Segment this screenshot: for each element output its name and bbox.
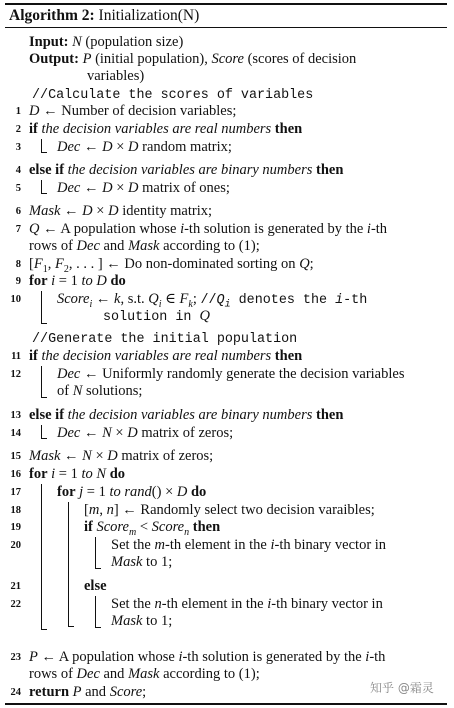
line-number: 16 <box>10 469 21 480</box>
line-number: 19 <box>10 522 21 533</box>
comment-calculate-scores: //Calculate the scores of variables <box>32 88 314 103</box>
block-bar <box>95 537 101 569</box>
algorithm-label: Algorithm 2: <box>9 7 95 24</box>
output-line-cont: variables) <box>87 68 145 84</box>
block-bar <box>68 502 74 627</box>
line-number: 5 <box>15 183 21 194</box>
top-rule <box>5 3 447 5</box>
algo-line-17: for j = 1 to rand() × D do <box>57 484 207 500</box>
algo-line-20-cont: Mask to 1; <box>111 554 173 570</box>
algo-line-22: Set the n-th element in the i-th binary vector in <box>111 596 383 612</box>
line-number: 9 <box>15 276 21 287</box>
algo-line-21: else <box>84 578 107 594</box>
algo-line-15: Mask ← N × D matrix of zeros; <box>29 448 214 464</box>
block-bar <box>95 596 101 628</box>
algorithm-title <box>9 7 199 25</box>
algo-line-14: Dec ← N × D matrix of zeros; <box>57 425 234 441</box>
algo-line-8: [$F_1$, $F_2$, . . . ] ← Do non-dominated sorting on Q; <box>29 256 314 275</box>
line-number: 12 <box>10 369 21 380</box>
line-number: 23 <box>10 652 21 663</box>
bottom-rule <box>5 703 447 705</box>
block-bar <box>41 484 47 630</box>
algo-line-10: Score$_i$ ← k, s.t. $Q_i$ ∈ $F_k$; $//Q_i$ denotes the i-th <box>57 291 368 311</box>
line-number: 6 <box>15 206 21 217</box>
line-number: 15 <box>10 451 21 462</box>
algo-line-12-cont: of N solutions; <box>57 383 143 399</box>
line-number: 13 <box>10 410 21 421</box>
line-number: 20 <box>10 540 21 551</box>
line-number: 4 <box>15 165 21 176</box>
line-number: 2 <box>15 124 21 135</box>
algo-line-23-cont: rows of Dec and Mask according to (1); <box>29 666 260 682</box>
block-bar <box>41 291 47 324</box>
algo-line-4: else if the decision variables are binary numbers then <box>29 162 344 178</box>
line-number: 22 <box>10 599 21 610</box>
input-line: Input: N (population size) <box>29 34 184 50</box>
algo-line-10-cont: solution in Q <box>103 308 210 325</box>
block-bar <box>41 139 47 153</box>
line-number: 18 <box>10 505 21 516</box>
block-bar <box>41 425 47 439</box>
algo-line-18: [m, n] ← Randomly select two decision varaibles; <box>84 502 375 518</box>
line-number: 14 <box>10 428 21 439</box>
algo-line-24: return P and Score; <box>29 684 147 700</box>
algo-line-16: for i = 1 to N do <box>29 466 126 482</box>
algo-line-7-cont: rows of Dec and Mask according to (1); <box>29 238 260 254</box>
line-number: 7 <box>15 224 21 235</box>
algo-line-11: if the decision variables are real numbers then <box>29 348 303 364</box>
algo-line-2: if the decision variables are real numbers then <box>29 121 303 137</box>
title-rule <box>5 27 447 28</box>
algo-line-5: Dec ← D × D matrix of ones; <box>57 180 230 196</box>
algo-line-22-cont: Mask to 1; <box>111 613 173 629</box>
block-bar <box>41 366 47 398</box>
algorithm-box <box>5 3 447 705</box>
algorithm-name: Initialization(N) <box>98 7 200 24</box>
block-bar <box>41 180 47 194</box>
algo-line-1: D ← Number of decision variables; <box>29 103 237 119</box>
line-number: 11 <box>11 351 21 362</box>
algo-line-7: Q ← A population whose i-th solution is generated by the i-th <box>29 221 388 237</box>
line-number: 8 <box>15 259 21 270</box>
comment-generate-population: //Generate the initial population <box>32 332 298 347</box>
watermark: 知乎 @霜灵 <box>370 681 434 695</box>
line-number: 10 <box>10 294 21 305</box>
algo-line-9: for i = 1 to D do <box>29 273 126 289</box>
line-number: 17 <box>10 487 21 498</box>
line-number: 1 <box>15 106 21 117</box>
line-number: 21 <box>10 581 21 592</box>
algo-line-3: Dec ← D × D random matrix; <box>57 139 232 155</box>
algo-line-20: Set the m-th element in the i-th binary vector in <box>111 537 387 553</box>
algo-line-23: P ← A population whose i-th solution is generated by the i-th <box>29 649 386 665</box>
algo-line-12: Dec ← Uniformly randomly generate the decision variables <box>57 366 405 382</box>
line-number: 3 <box>15 142 21 153</box>
algo-line-19: if Score$_m$ < Score$_n$ then <box>84 519 221 538</box>
output-line: Output: P (initial population), Score (scores of decision <box>29 51 357 67</box>
algo-line-13: else if the decision variables are binary numbers then <box>29 407 344 423</box>
algo-line-6: Mask ← D × D identity matrix; <box>29 203 213 219</box>
line-number: 24 <box>10 687 21 698</box>
